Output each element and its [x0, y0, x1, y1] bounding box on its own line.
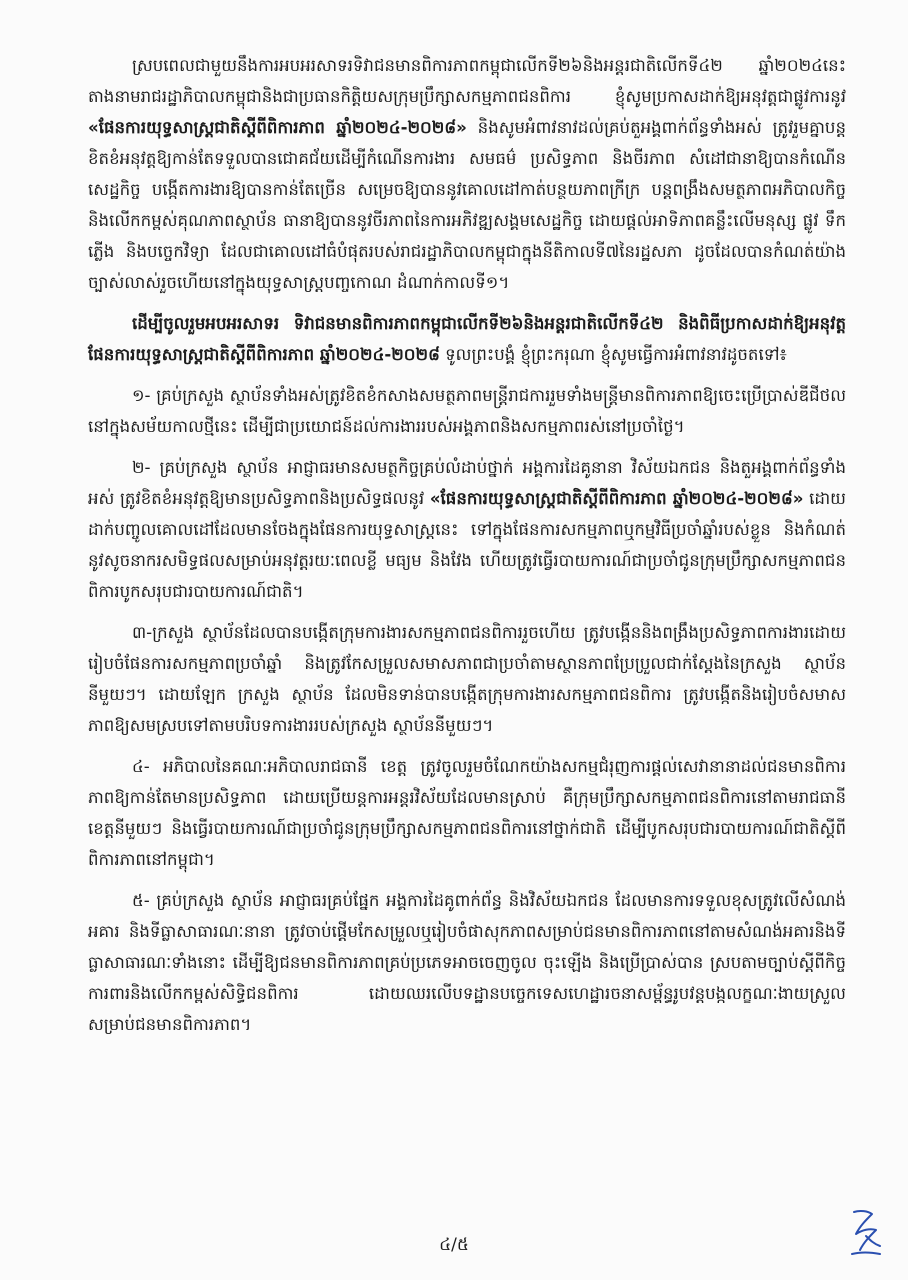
document-body: [88, 50, 846, 1040]
paragraph-segment: ៤- អភិបាលនៃគណៈអភិបាលរាជធានី ខេត្ត ត្រូវចូលរួមចំណែកយ៉ាងសកម្មជំរុញការផ្តល់សេវានានាដល់ជនមានពិការភាពឱ្យកាន់តែមានប្រសិទ្ធភាព ដោយប្រើយន្តការអន្តរវិស័យដែលមានស្រាប់ គឺក្រុមប្រឹក្សាសកម្មភាពជនពិការនៅតាមរាជធានី ខេត្តនីមួយៗ និងធ្វើរបាយការណ៍ជាប្រចាំជូនក្រុមប្រឹក្សាសកម្មភាពជនពិការនៅថ្នាក់ជាតិ ដើម្បីបូកសរុបជារបាយការណ៍ជាតិស្តីពីពិការភាពនៅកម្ពុជា។: [88, 757, 846, 869]
paragraph-intro: [88, 50, 846, 298]
paragraph-appeal: [88, 308, 846, 370]
paragraph-segment: ៥- គ្រប់ក្រសួង ស្ថាប័ន អាជ្ញាធរគ្រប់ផ្នែក អង្គការដៃគូពាក់ព័ន្ធ និងវិស័យឯកជន ដែលមានការទទួលខុសត្រូវលើសំណង់អគារ និងទីធ្លាសាធារណៈនានា ត្រូវចាប់ផ្តើមកែសម្រួលឬរៀបចំផាសុកភាពសម្រាប់ជនមានពិការភាពនៅតាមសំណង់អគារនិងទីធ្លាសាធារណៈទាំងនោះ ដើម្បីឱ្យជនមានពិការភាពគ្រប់ប្រភេទអាចចេញចូល ចុះឡើង និងប្រើប្រាស់បាន ស្របតាមច្បាប់ស្តីពីកិច្ចការពារនិងលើកកម្ពស់សិទ្ធិជនពិការ ដោយឈរលើបទដ្ឋានបច្ចេកទេសហេដ្ឋារចនាសម្ព័ន្ធរូបវន្តបង្កលក្ខណៈងាយស្រួលសម្រាប់ជនមានពិការភាព។: [88, 891, 846, 1034]
paragraph-segment: ស្របពេលជាមួយនឹងការអបអរសាទរទិវាជនមានពិការភាពកម្ពុជាលើកទី២៦និងអន្តរជាតិលើកទី៤២ ឆ្នាំ២០២៤នេះ តាងនាមរាជរដ្ឋាភិបាលកម្ពុជានិងជាប្រធានកិត្តិយសក្រុមប្រឹក្សាសកម្មភាពជនពិការ ខ្ញុំសូមប្រកាសដាក់ឱ្យអនុវត្តជាផ្លូវការនូវ: [88, 56, 846, 106]
appeal-item-2: [88, 452, 846, 607]
paragraph-segment: ២- គ្រប់ក្រសួង ស្ថាប័ន អាជ្ញាធរមានសមត្ថកិច្ចគ្រប់លំដាប់ថ្នាក់ អង្គការដៃគូនានា វិស័យឯកជន និងតួអង្គពាក់ព័ន្ធទាំងអស់ ត្រូវខិតខំអនុវត្តឱ្យមានប្រសិទ្ធភាពនិងប្រសិទ្ធផលនូវ: [88, 458, 846, 508]
paragraph-segment: និងសូមអំពាវនាវដល់គ្រប់តួអង្គពាក់ព័ន្ធទាំងអស់ ត្រូវរួមគ្នាបន្តខិតខំអនុវត្តឱ្យកាន់តែទទួលបានជោគជ័យដើម្បីកំណើនការងារ សមធម៌ ប្រសិទ្ធភាព និងចីរភាព សំដៅជានាឱ្យបានកំណើនសេដ្ឋកិច្ច បង្កើតការងារឱ្យបានកាន់តែច្រើន សម្រេចឱ្យបាននូវគោលដៅកាត់បន្ថយភាពក្រីក្រ បន្តពង្រឹងសមត្ថភាពអភិបាលកិច្ច និងលើកកម្ពស់គុណភាពស្ថាប័ន ធានាឱ្យបាននូវចីរភាពនៃការអភិវឌ្ឍសង្គមសេដ្ឋកិច្ច ដោយផ្តល់អាទិភាពគន្លឹះលើមនុស្ស ផ្លូវ ទឹក ភ្លើង និងបច្ចេកវិទ្យា ដែលជាគោលដៅធំបំផុតរបស់រាជរដ្ឋាភិបាលកម្ពុជាក្នុងនីតិកាលទី៧នៃរដ្ឋសភា ដូចដែលបានកំណត់យ៉ាងច្បាស់លាស់រួចហើយនៅក្នុងយុទ្ធសាស្ត្របញ្ចកោណ ដំណាក់កាលទី១។: [88, 118, 846, 292]
appeal-item-1: [88, 380, 846, 442]
page-number: ៤/៥: [439, 1235, 469, 1255]
plan-title-bold: «ផែនការយុទ្ធសាស្ត្រជាតិស្តីពីពិការភាព ឆ្នាំ២០២៤-២០២៨»: [429, 489, 804, 508]
paragraph-segment: ១- គ្រប់ក្រសួង ស្ថាប័នទាំងអស់ត្រូវខិតខំកសាងសមត្ថភាពមន្ត្រីរាជការរួមទាំងមន្ត្រីមានពិការភាពឱ្យចេះប្រើប្រាស់ឌីជីថលនៅក្នុងសម័យកាលថ្មីនេះ ដើម្បីជាប្រយោជន៍ដល់ការងាររបស់អង្គភាពនិងសកម្មភាពរស់នៅប្រចាំថ្ងៃ។: [88, 386, 846, 436]
paragraph-segment: ដោយដាក់បញ្ចូលគោលដៅដែលមានចែងក្នុងផែនការយុទ្ធសាស្ត្រនេះ ទៅក្នុងផែនការសកម្មភាពឬកម្មវិធីប្រចាំឆ្នាំរបស់ខ្លួន និងកំណត់នូវសូចនាករសមិទ្ធផលសម្រាប់អនុវត្តរយៈពេលខ្លី មធ្យម និងវែង ហើយត្រូវធ្វើរបាយការណ៍ជាប្រចាំជូនក្រុមប្រឹក្សាសកម្មភាពជនពិការបូកសរុបជារបាយការណ៍ជាតិ។: [88, 489, 846, 601]
signature-initial-icon: [846, 1206, 886, 1258]
appeal-item-3: [88, 617, 846, 741]
plan-title-bold: «ផែនការយុទ្ធសាស្ត្រជាតិស្តីពីពិការភាព ឆ្នាំ២០២៤-២០២៨»: [88, 118, 467, 137]
event-title-bold: ទិវាជនមានពិការភាពកម្ពុជាលើកទី២៦និងអន្តរជាតិលើកទី៤២ និងពិធីប្រកាសដាក់ឱ្យអនុវត្តផែនការយុទ្ធសាស្ត្រជាតិស្តីពីពិការភាព ឆ្នាំ២០២៤-២០២៨: [88, 314, 846, 364]
paragraph-segment-bold: ដើម្បីចូលរួមអបអរសាទរ: [132, 314, 294, 333]
paragraph-segment: ៣-ក្រសួង ស្ថាប័នដែលបានបង្កើតក្រុមការងារសកម្មភាពជនពិការរួចហើយ ត្រូវបង្កើននិងពង្រឹងប្រសិទ្ធភាពការងារដោយរៀបចំផែនការសកម្មភាពប្រចាំឆ្នាំ និងត្រូវកែសម្រួលសមាសភាពជាប្រចាំតាមស្ថានភាពប្រែប្រួលជាក់ស្តែងនៃក្រសួង ស្ថាប័ននីមួយៗ។ ដោយឡែក ក្រសួង ស្ថាប័ន ដែលមិនទាន់បានបង្កើតក្រុមការងារសកម្មភាពជនពិការ ត្រូវបង្កើតនិងរៀបចំសមាសភាពឱ្យសមស្របទៅតាមបរិបទការងាររបស់ក្រសួង ស្ថាប័ននីមួយៗ។: [88, 623, 846, 735]
appeal-item-4: [88, 751, 846, 875]
appeal-item-5: [88, 885, 846, 1040]
paragraph-segment: ទូលព្រះបង្គំ ខ្ញុំព្រះករុណា ខ្ញុំសូមធ្វើការអំពាវនាវដូចតទៅ៖: [439, 345, 787, 364]
